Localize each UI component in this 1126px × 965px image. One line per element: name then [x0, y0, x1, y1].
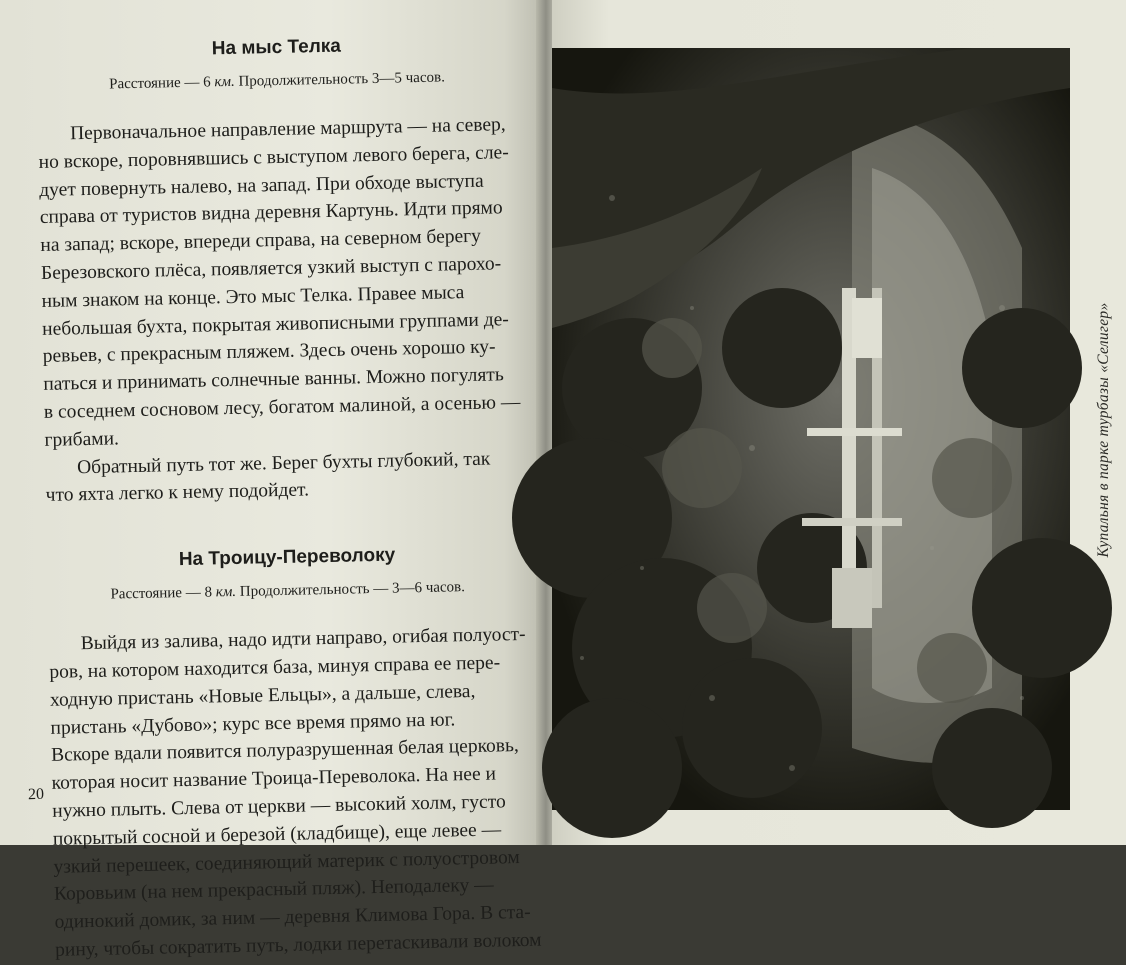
text-line: пристань «Дубово»; курс все время прямо на юг. — [50, 708, 456, 739]
photo-caption — [1092, 60, 1116, 800]
text-line: которая носит название Троица-Переволока. На нее и — [51, 763, 497, 794]
meta-distance: Расстояние — 6 — [109, 74, 215, 93]
text-line: грибами. — [44, 428, 120, 451]
text-line: нужно плыть. Слева от церкви — высокий холм, густо — [52, 791, 506, 822]
right-page — [552, 0, 1126, 845]
text-line: ходную пристань «Новые Ельцы», а дальше, слева, — [49, 680, 476, 711]
text-line: но вскоре, поровнявшись с выступом левого берега, сле- — [38, 141, 509, 173]
page-number: 20 — [27, 785, 45, 804]
text-line: одинокий домик, за ним — деревня Климова Гора. В ста- — [54, 901, 531, 933]
paragraph-troitsa — [49, 620, 576, 964]
section-title-telka: На мыс Телка — [211, 35, 342, 60]
bathhouse-photo — [552, 48, 1070, 810]
text-line: что яхта легко к нему подойдет. — [45, 479, 310, 507]
text-line: рину, чтобы сократить путь, лодки перетаскивали волоком — [54, 929, 542, 961]
caption-text: Купальня в парке турбазы «Селигер» — [1095, 302, 1112, 558]
text-line: Первоначальное направление маршрута — на север, — [69, 114, 506, 145]
text-line: ревьев, с прекрасным пляжем. Здесь очень хорошо ку- — [42, 336, 496, 368]
text-line: ров, на котором находится база, минуя справа ее пере- — [49, 652, 501, 683]
route-meta-telka — [37, 68, 517, 95]
meta-unit: км. — [214, 73, 235, 91]
text-line: на запад; вскоре, впереди справа, на северном берегу — [40, 225, 482, 257]
text-line: Выйдя из залива, надо идти направо, огибая полуост- — [80, 624, 526, 655]
text-line: паться и принимать солнечные ванны. Можно погулять — [43, 364, 504, 396]
section-title-troitsa: На Троицу-Переволоку — [178, 544, 396, 571]
text-line: покрытый сосной и березой (кладбище), еще левее — — [52, 819, 502, 850]
paragraph-telka — [38, 110, 566, 510]
meta-duration: Продолжительность 3—5 часов. — [234, 69, 446, 90]
route-meta-troitsa — [48, 578, 528, 605]
text-line: ным знаком на конце. Это мыс Телка. Правее мыса — [41, 281, 465, 312]
text-line: Березовского плёса, появляется узкий выступ с парохо- — [40, 253, 502, 284]
text-line: узкий перешеек, соединяющий материк с полуостровом — [53, 846, 520, 878]
left-page — [0, 0, 548, 961]
text-line: Обратный путь тот же. Берег бухты глубокий, так — [76, 448, 491, 478]
text-column — [36, 23, 575, 964]
text-line: Коровьим (на нем прекрасный пляж). Неподалеку — — [53, 874, 494, 906]
text-line: в соседнем сосновом лесу, богатом малиной, а осенью — — [43, 391, 521, 423]
text-line: справа от туристов видна деревня Картунь. Идти прямо — [39, 197, 503, 229]
meta-distance: Расстояние — 8 — [110, 584, 216, 603]
text-line: дует повернуть налево, на запад. При обходе выступа — [39, 170, 484, 201]
meta-duration: Продолжительность — 3—6 часов. — [235, 579, 466, 601]
text-line: Вскоре вдали появится полуразрушенная белая церковь, — [50, 735, 520, 767]
text-line: небольшая бухта, покрытая живописными группами де- — [41, 308, 510, 340]
photo-illustration — [552, 48, 1070, 810]
meta-unit: км. — [215, 584, 237, 601]
